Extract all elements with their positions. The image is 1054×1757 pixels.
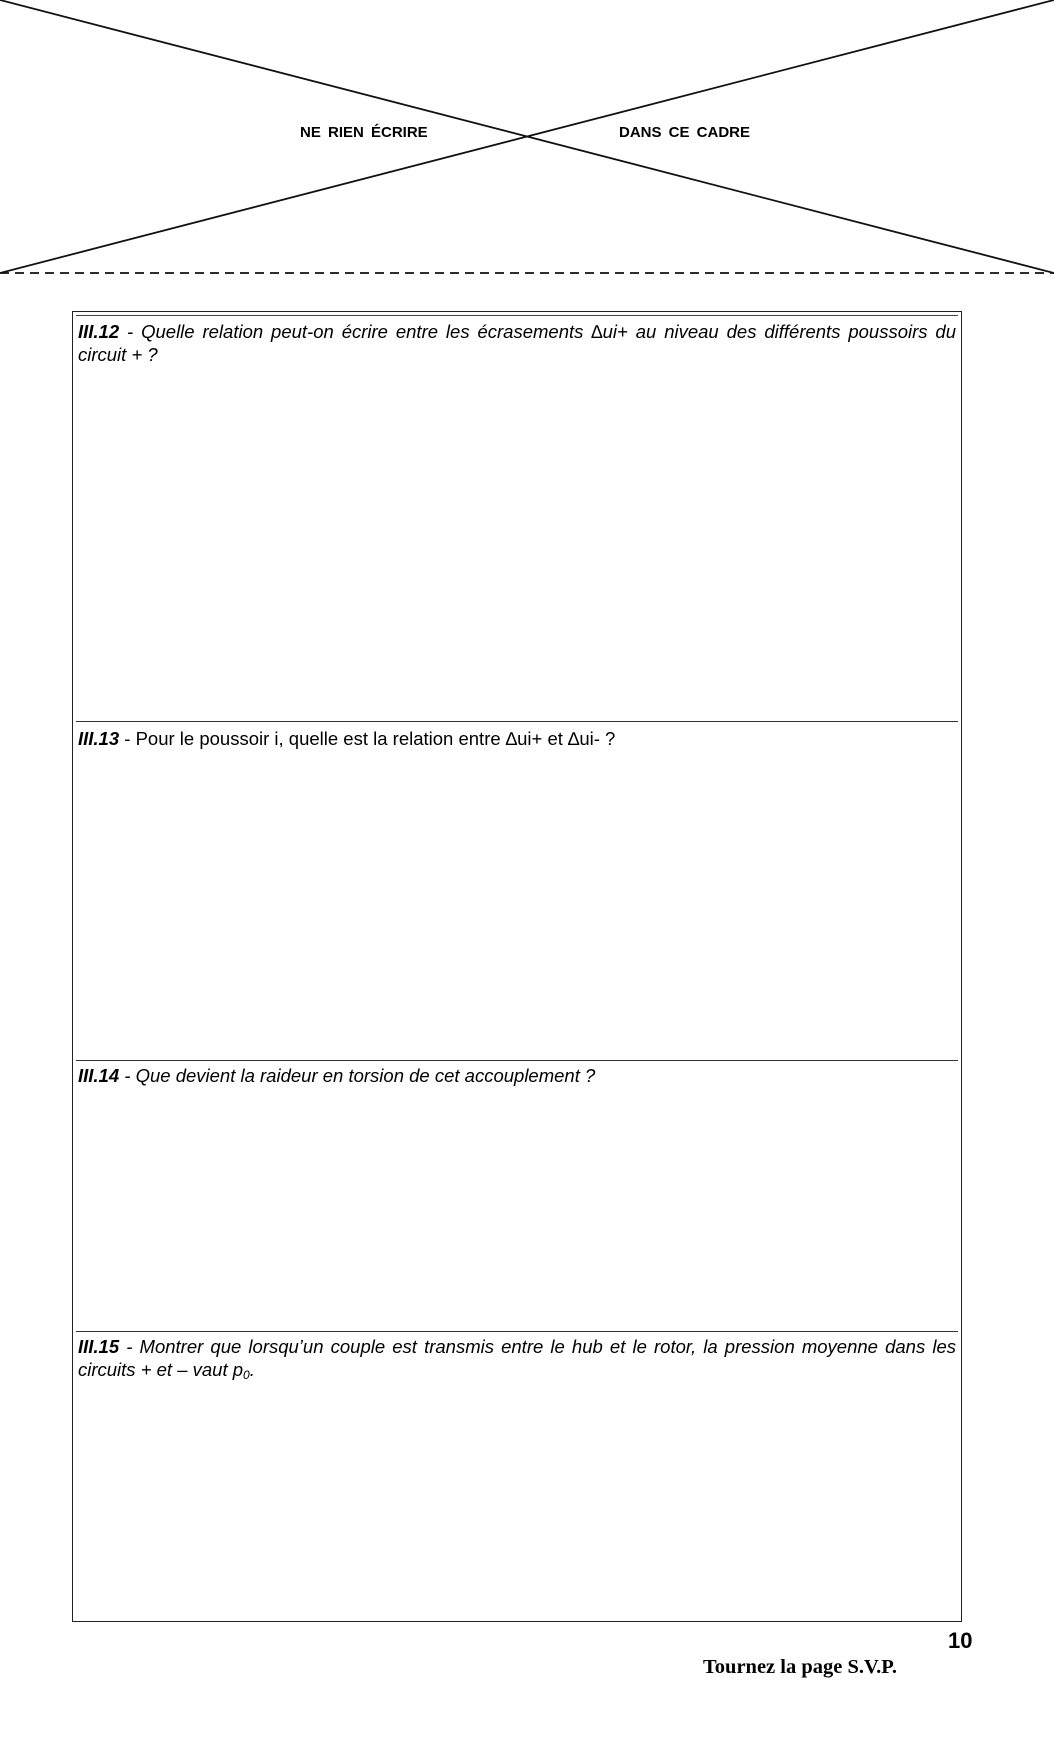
answer-area-iii-14[interactable]	[78, 1092, 956, 1327]
question-block-iii-15	[78, 1335, 956, 1387]
subscript-zero: 0	[243, 1368, 250, 1382]
header-label-left: NE RIEN ÉCRIRE	[300, 124, 428, 141]
question-number: III.12	[78, 321, 120, 342]
answer-area-iii-12[interactable]	[78, 370, 956, 715]
question-separator	[76, 1331, 958, 1332]
question-block-iii-12	[78, 320, 956, 366]
question-separator	[76, 1060, 958, 1061]
question-text: III.14 - Que devient la raideur en torsion de cet accouplement ?	[78, 1065, 596, 1086]
turn-page-note: Tournez la page S.V.P.	[703, 1656, 898, 1678]
question-separator	[76, 721, 958, 722]
question-number: III.14	[78, 1065, 120, 1086]
header-label-right: DANS CE CADRE	[619, 124, 751, 141]
delta-symbol: ∆	[591, 321, 603, 342]
question-number: III.15	[78, 1336, 120, 1357]
question-text: III.15 - Montrer que lorsqu’un couple est transmis entre le hub et le rotor, la pression moyenne dans les circuits + et – vaut $p_0$.	[78, 1336, 956, 1382]
question-block-iii-14	[78, 1064, 956, 1087]
answer-area-iii-15[interactable]	[78, 1385, 956, 1615]
question-block-iii-13	[78, 727, 956, 750]
question-text: III.13 - Pour le poussoir i, quelle est la relation entre ∆ui+ et ∆ui- ?	[78, 728, 616, 749]
question-number: III.13	[78, 728, 120, 749]
page-number: 10	[948, 1628, 973, 1653]
frame-inner-top-line	[76, 315, 958, 316]
answer-area-iii-13[interactable]	[78, 755, 956, 1055]
question-text: III.12 - Quelle relation peut-on écrire entre les écrasements ∆ui+ au niveau des différents poussoirs du circuit + ?	[78, 321, 956, 365]
no-write-zone-graphic	[0, 0, 1054, 280]
